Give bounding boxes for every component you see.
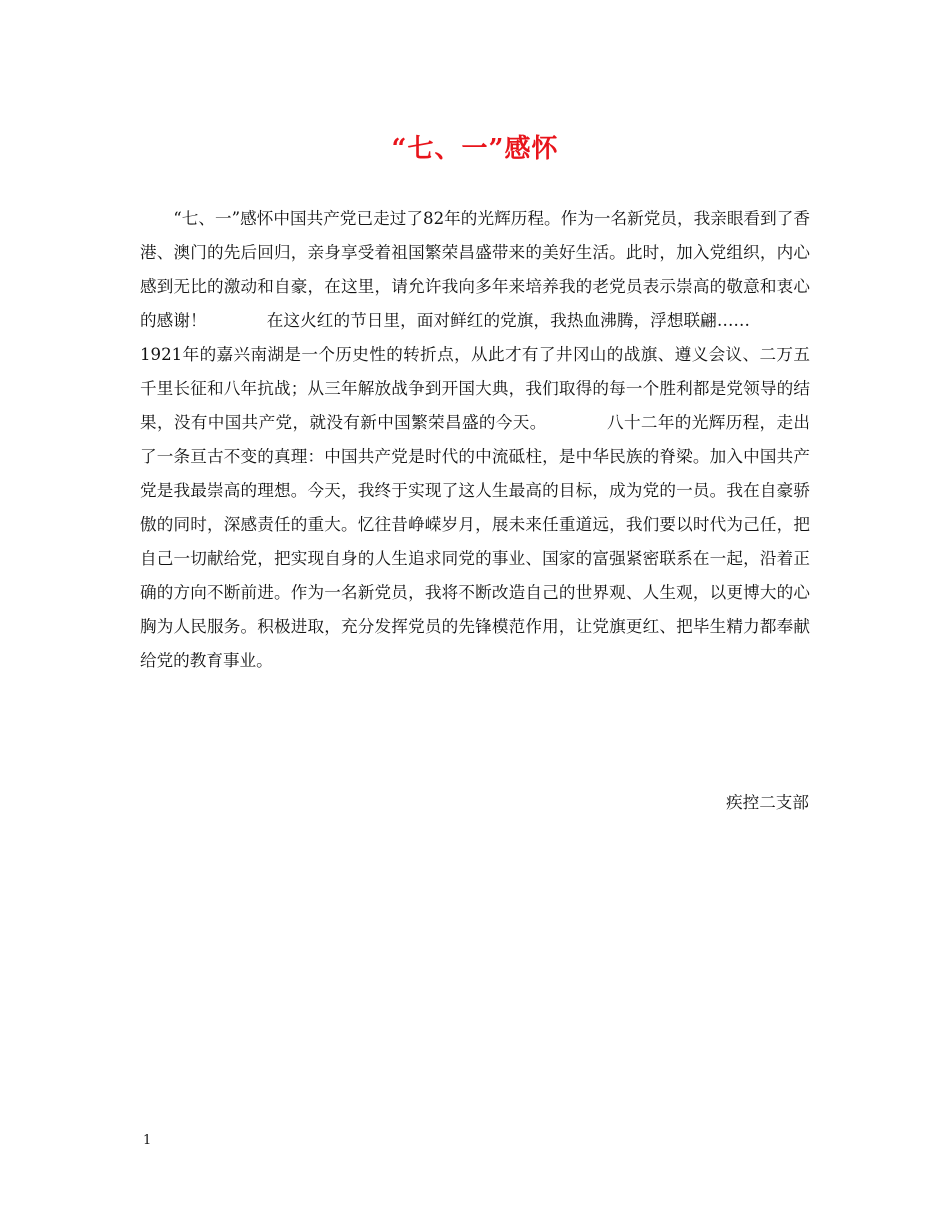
body-paragraph [140,202,810,678]
paragraph-segment-4: 八十二年的光辉历程，走出了一条亘古不变的真理：中国共产党是时代的中流砥柱，是中华民族的脊梁。加入中国共产党是我最崇高的理想。今天，我终于实现了这人生最高的目标，成为党的一员。我在自豪骄傲的同时，深感责任的重大。忆往昔峥嵘岁月，展未来任重道远，我们要以时代为己任，把自己一切献给党，把实现自身的人生追求同党的事业、国家的富强紧密联系在一起，沿着正确的方向不断前进。作为一名新党员，我将不断改造自己的世界观、人生观，以更博大的心胸为人民服务。积极进取，充分发挥党员的先锋模范作用，让党旗更红、把毕生精力都奉献给党的教育事业。 [140,413,811,670]
signature: 疾控二支部 [726,793,809,812]
page-number: 1 [143,1133,152,1148]
paragraph-segment-2: 在这火红的节日里，面对鲜红的党旗，我热血沸腾，浮想联翩…… [266,311,751,330]
paragraph-segment-1: “七、一”感怀中国共产党已走过了82年的光辉历程。作为一名新党员，我亲眼看到了香港、澳门的先后回归，亲身享受着祖国繁荣昌盛带来的美好生活。此时，加入党组织，内心感到无比的激动和自豪，在这里，请允许我向多年来培养我的老党员表示崇高的敬意和衷心的感谢！ [140,209,810,330]
paragraph-segment-3: 1921年的嘉兴南湖是一个历史性的转折点，从此才有了井冈山的战旗、遵义会议、二万五千里长征和八年抗战；从三年解放战争到开国大典，我们取得的每一个胜利都是党领导的结果，没有中国共产党，就没有新中国繁荣昌盛的今天。 [140,345,810,432]
document-title: “七、一”感怀 [391,134,559,164]
